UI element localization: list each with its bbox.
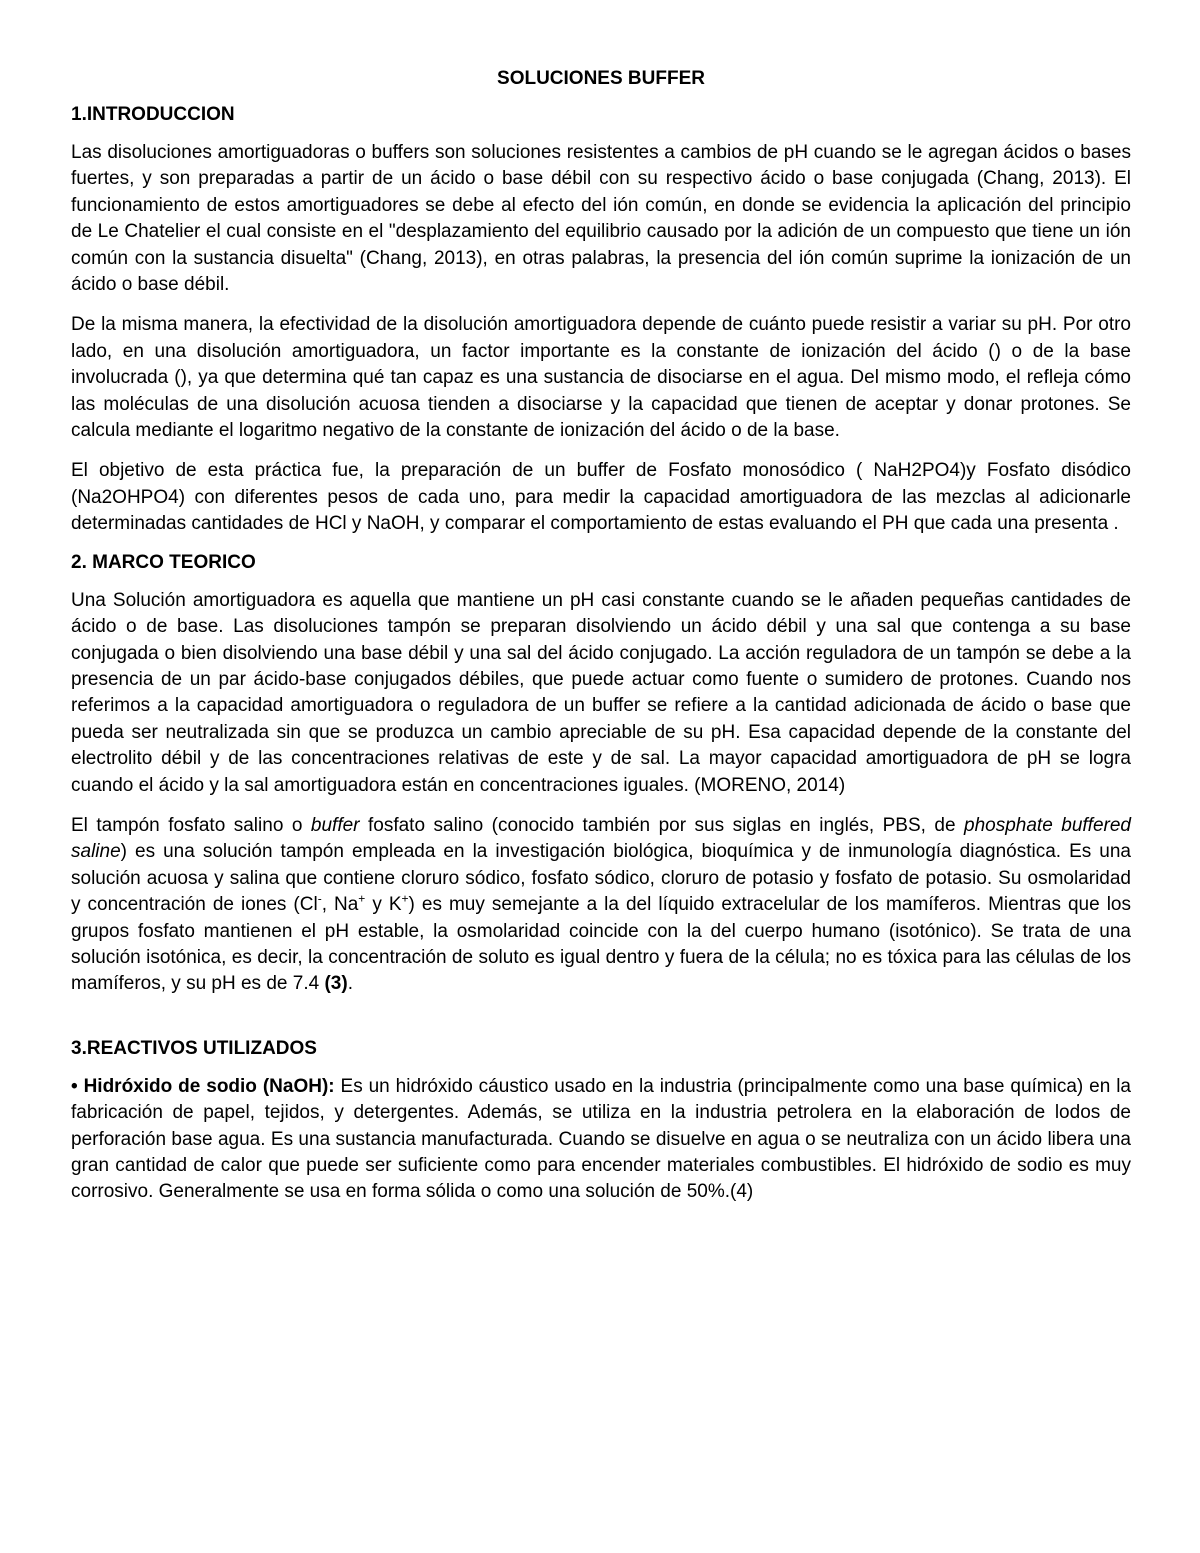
marco-p2-text-f: , Na — [321, 894, 359, 916]
document-title: SOLUCIONES BUFFER — [497, 68, 705, 89]
marco-p2-italic-buffer: buffer — [310, 814, 360, 836]
reactivo-description: Es un hidróxido cáustico usado en la industria (principalmente como una base química) en la fabricación de papel, tejidos, y detergentes. Además, se utiliza en la industria petrolera en la elaboración de lodos de perforación base agua. Es una sustancia manufacturada. Cuando se disuelve en agua o se neutraliza con un ácido libera una gran cantidad de calor que puede ser suficiente como para encender materiales combustibles. El hidróxido de sodio es muy corrosivo. Generalmente se usa en forma sólida o como una solución de 50%.(4) — [71, 1075, 1131, 1203]
potassium-charge: + — [401, 891, 409, 906]
marco-p2-text-c: fosfato salino (conocido también por sus siglas en inglés, PBS, de — [359, 814, 965, 836]
marco-p2-end: . — [347, 973, 353, 995]
sodium-charge: + — [358, 891, 366, 906]
section-heading-introduccion: 1.INTRODUCCION — [71, 104, 235, 125]
marco-p2-text-a: El tampón fosfato salino o — [71, 814, 311, 836]
section-heading-reactivos: 3.REACTIVOS UTILIZADOS — [71, 1037, 317, 1059]
citation-reference: (3) — [324, 973, 348, 995]
intro-paragraph-2: De la misma manera, la efectividad de la disolución amortiguadora depende de cuánto puede resistir a variar su pH. Por otro lado, en una disolución amortiguadora, un factor importante es la constante de ionización del ácido () o de la base involucrada (), ya que determina qué tan capaz es una sustancia de disociarse en el agua. Del mismo modo, el refleja cómo las moléculas de una disolución acuosa tienden a disociarse y la capacidad que tienen de aceptar y donar protones. Se calcula mediante el logaritmo negativo de la constante de ionización del ácido o de la base. — [71, 314, 1131, 442]
intro-paragraph-1: Las disoluciones amortiguadoras o buffers son soluciones resistentes a cambios de pH cuando se le agregan ácidos o bases fuertes, y son preparadas a partir de un ácido o base débil con su respectivo ácido o base conjugada (Chang, 2013). El funcionamiento de estos amortiguadores se debe al efecto del ión común, en donde se evidencia la aplicación del principio de Le Chatelier el cual consiste en el "desplazamiento del equilibrio causado por la adición de un compuesto que tiene un ión común con la sustancia disuelta" (Chang, 2013), en otras palabras, la presencia del ión común suprime la ionización de un ácido o base débil. — [71, 142, 1131, 296]
section-heading-marco-teorico: 2. MARCO TEORICO — [71, 551, 256, 573]
marco-paragraph-2 — [71, 813, 1131, 998]
marco-p2-text-h: ) es muy semejante a la del líquido extracelular de los mamíferos. Mientras que los grupos fosfato mantienen el pH estable, la osmolaridad coincide con la del cuerpo humano (isotónico). Se trata de una solución isotónica, es decir, la concentración de soluto es igual dentro y fuera de la célula; no es tóxica para las células de los mamíferos, y su pH es de 7.4 — [71, 894, 1131, 995]
reactivo-term: Hidróxido de sodio (NaOH): — [83, 1075, 335, 1097]
marco-paragraph-1: Una Solución amortiguadora es aquella que mantiene un pH casi constante cuando se le añaden pequeñas cantidades de ácido o de base. Las disoluciones tampón se preparan disolviendo un ácido débil y una sal que contenga a su base conjugada o bien disolviendo una base débil y una sal del ácido conjugado. La acción reguladora de un tampón se debe a la presencia de un par ácido-base conjugados débiles, que puede actuar como fuente o sumidero de protones. Cuando nos referimos a la capacidad amortiguadora o reguladora de un buffer se refiere a la cantidad adicionada de ácido o base que pueda ser neutralizada sin que se produzca un cambio apreciable de su pH. Esa capacidad depende de la constante del electrolito débil y de las concentraciones relativas de este y de sal. La mayor capacidad amortiguadora de pH se logra cuando el ácido y la sal amortiguadora están en concentraciones iguales. (MORENO, 2014) — [71, 589, 1131, 796]
marco-p2-italic-phosphate: phosphate buffered saline — [71, 814, 1131, 863]
marco-p2-text-e: ) es una solución tampón empleada en la investigación biológica, bioquímica y de inmunología diagnóstica. Es una solución acuosa y salina que contiene cloruro sódico, fosfato sódico, cloruro de potasio y fosfato de potasio. Su osmolaridad y concentración de iones (Cl — [71, 841, 1131, 916]
document-page — [71, 68, 1131, 1220]
intro-paragraph-3: El objetivo de esta práctica fue, la preparación de un buffer de Fosfato monosódico ( NaH2PO4)y Fosfato disódico (Na2OHPO4) con diferentes pesos de cada uno, para medir la capacidad amortiguadora de las mezclas al adicionarle determinadas cantidades de HCl y NaOH, y comparar el comportamiento de estas evaluando el PH que cada una presenta . — [71, 460, 1131, 535]
chloride-charge: - — [317, 891, 322, 906]
reactivo-list-item — [71, 1074, 1131, 1206]
marco-p2-text-g: y K — [365, 894, 402, 916]
bullet-icon: • — [71, 1075, 78, 1097]
spacer — [71, 1012, 1131, 1038]
